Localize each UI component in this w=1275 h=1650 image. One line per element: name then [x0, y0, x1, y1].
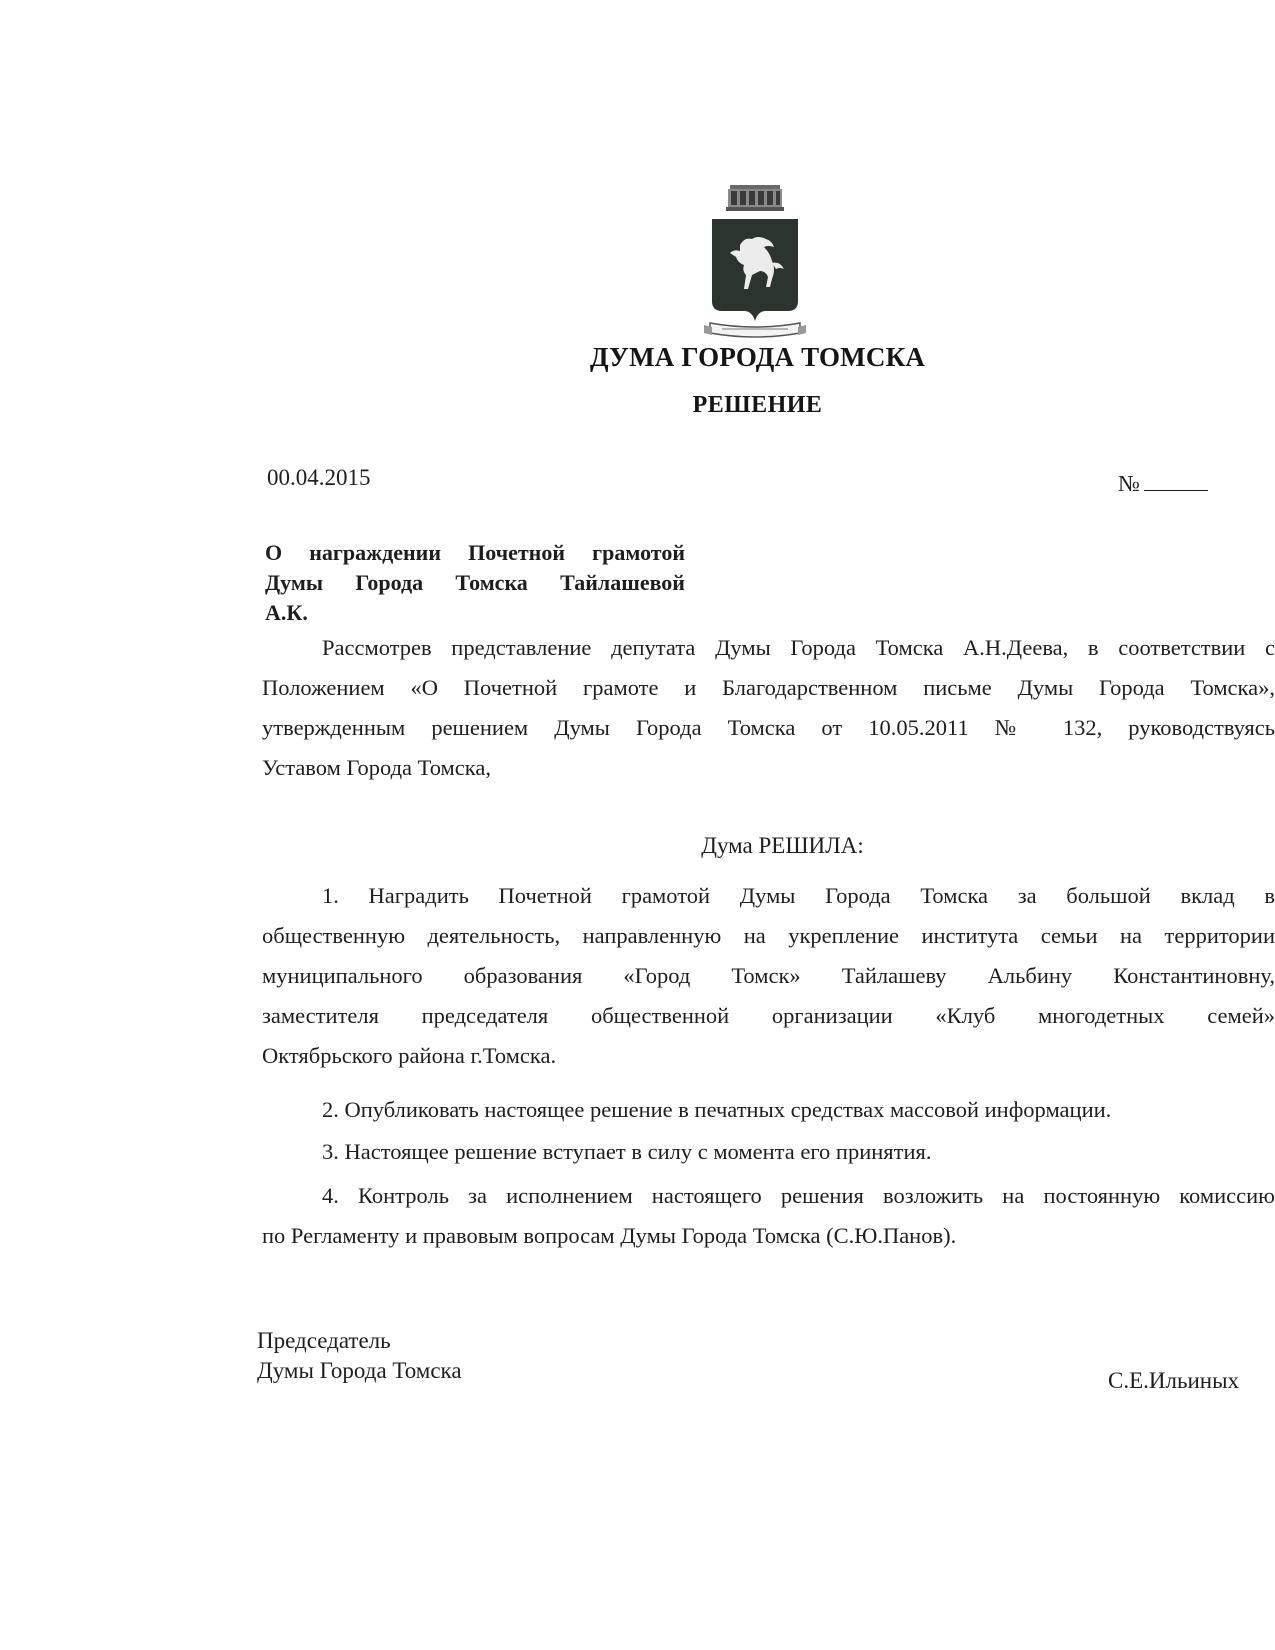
- ribbon-icon: [704, 323, 806, 337]
- preamble-line: Рассмотрев представление депутата Думы Города Томска А.Н.Деева, в соответствии с: [322, 635, 1275, 660]
- item-line: 3. Настоящее решение вступает в силу с момента его принятия.: [322, 1139, 932, 1164]
- document-subject: [265, 538, 685, 628]
- subject-line: А.К.: [265, 600, 308, 625]
- coat-of-arms-icon: [700, 183, 810, 343]
- item-line: заместителя председателя общественной организации «Клуб многодетных семей»: [262, 1003, 1275, 1028]
- number-label: №: [1118, 471, 1140, 496]
- preamble: [262, 628, 1275, 788]
- preamble-line: Положением «О Почетной грамоте и Благодарственном письме Думы Города Томска»,: [262, 675, 1275, 700]
- item-line: общественную деятельность, направленную на укрепление института семьи на территории: [262, 923, 1275, 948]
- signature-title-line: Председатель: [257, 1328, 391, 1353]
- subject-line: Думы Города Томска Тайлашевой: [265, 570, 685, 595]
- signature-name: С.Е.Ильиных: [1108, 1368, 1240, 1393]
- number-blank-field: [1144, 470, 1208, 491]
- item-line: муниципального образования «Город Томск» Тайлашеву Альбину Константиновну,: [262, 963, 1275, 988]
- preamble-line: утвержденным решением Думы Города Томска от 10.05.2011 № 132, руководствуясь: [262, 715, 1275, 740]
- item-line: Октябрьского района г.Томска.: [262, 1043, 557, 1068]
- preamble-line: Уставом Города Томска,: [262, 755, 491, 780]
- resolution-item-3: [262, 1132, 1275, 1172]
- item-line: 2. Опубликовать настоящее решение в печатных средствах массовой информации.: [322, 1097, 1112, 1122]
- item-line: по Регламенту и правовым вопросам Думы Города Томска (С.Ю.Панов).: [262, 1223, 957, 1248]
- resolution-item-4: [262, 1176, 1275, 1256]
- resolution-item-2: [262, 1090, 1275, 1130]
- document-number: [1118, 470, 1208, 497]
- organization-name: ДУМА ГОРОДА ТОМСКА: [589, 342, 926, 372]
- document-date: 00.04.2015: [267, 465, 371, 490]
- item-line: 1. Наградить Почетной грамотой Думы Города Томска за большой вклад в: [322, 883, 1275, 908]
- signature-title-line: Думы Города Томска: [257, 1358, 462, 1383]
- document-type: РЕШЕНИЕ: [692, 392, 823, 418]
- crown-icon: [726, 185, 784, 211]
- resolution-item-1: [262, 876, 1275, 1076]
- item-line: 4. Контроль за исполнением настоящего решения возложить на постоянную комиссию: [322, 1183, 1275, 1208]
- subject-line: О награждении Почетной грамотой: [265, 540, 685, 565]
- resolution-heading: Дума РЕШИЛА:: [701, 833, 864, 858]
- signature-title: [257, 1326, 462, 1386]
